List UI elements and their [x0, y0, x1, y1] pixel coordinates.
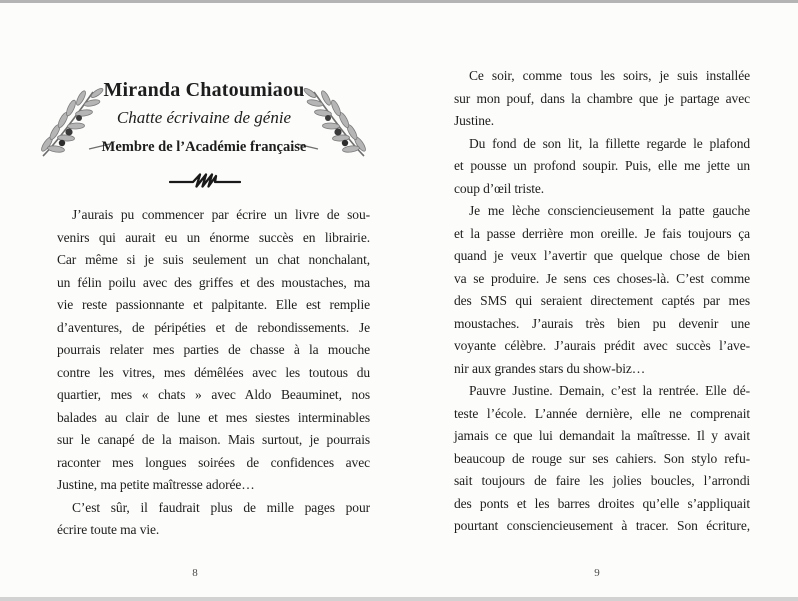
text-line: sur le canapé de la maison. Mais surtout, je pourrais — [57, 432, 370, 447]
text-line: voyante célèbre. J’aurais prédit avec succès l’ave- — [454, 338, 750, 353]
text-line: teste l’école. L’année dernière, elle ne comprenait — [454, 405, 750, 421]
text-line: quartier, mes « chats » avec Aldo Beauminet, nos — [57, 387, 370, 402]
text-line: Du fond de son lit, la fillette regarde le plafond — [469, 135, 750, 151]
scan-edge-top — [0, 0, 798, 3]
text-line: J’aurais pu commencer par écrire un livre de sou- — [72, 207, 370, 222]
text-line: sur mon pouf, dans la chambre que je partage avec — [454, 90, 750, 106]
text-line: un félin poilu avec des griffes et des moustaches, ma — [57, 274, 370, 290]
text-line: venirs qui aurait eu un énorme succès en librairie. — [57, 229, 370, 245]
text-line: des SMS qui seraient directement captés par mes — [454, 293, 750, 308]
text-line: beaucoup de rouge sur ses cahiers. Son stylo refu- — [454, 450, 750, 466]
author-title: Miranda Chatoumiaou — [103, 79, 305, 101]
text-line: Je me lèche consciencieusement la patte gauche — [469, 203, 750, 218]
scan-edge-bottom — [0, 597, 798, 601]
text-line: jamais ce que lui demandait la maîtresse. Il y avait — [454, 428, 750, 443]
text-line: Ce soir, comme tous les soirs, je suis installée — [469, 68, 750, 83]
text-line: d’aventures, de péripéties et de rebondissements. Je — [57, 319, 370, 335]
text-line: pourtant consciencieusement à tracer. Son écriture, — [454, 518, 750, 533]
text-line: Justine. — [454, 113, 495, 128]
text-line: nir aux grandes stars du show-biz… — [454, 360, 646, 376]
text-line: C’est sûr, il faudrait plus de mille pages pour — [72, 499, 370, 515]
squiggle-flourish-icon — [169, 171, 241, 191]
text-line: raconter mes longues soirées de confidences avec — [57, 454, 370, 470]
text-line: va se produire. Je sens ces choses-là. C’est comme — [454, 270, 750, 286]
chapter-header — [40, 79, 368, 156]
right-page-text — [454, 65, 750, 538]
text-line: Car même si je suis seulement un chat nonchalant, — [57, 252, 370, 267]
text-line: et la passe derrière mon oreille. Je fais toujours ça — [454, 225, 750, 241]
author-subtitle: Chatte écrivaine de génie — [116, 108, 292, 127]
text-line: écrire toute ma vie. — [57, 522, 160, 537]
text-line: Justine, ma petite maîtresse adorée… — [57, 477, 255, 492]
left-page-text — [57, 204, 370, 542]
text-line: balades au clair de lune et mes siestes interminables — [57, 409, 370, 425]
text-line: et pousse un profond soupir. Puis, elle me jette un — [454, 158, 750, 173]
text-line: sait toujours de faire les jolies boucles, l’arrondi — [454, 473, 750, 488]
page-number-left: 8 — [192, 567, 198, 579]
text-line: moustaches. J’aurais très bien pu devenir une — [454, 315, 750, 331]
text-line: vie reste passionnante et palpitante. Elle est remplie — [57, 297, 370, 312]
text-line: coup d’œil triste. — [454, 180, 545, 196]
text-line: pourrais relater mes parties de chasse à la mouche — [57, 342, 370, 357]
text-line: quand je veux l’avertir que quelque chose de bien — [454, 248, 750, 263]
author-affiliation: Membre de l’Académie française — [101, 139, 307, 155]
text-line: contre les vitres, mes démêlées avec les toutous du — [57, 364, 370, 380]
text-line: Pauvre Justine. Demain, c’est la rentrée. Elle dé- — [469, 383, 750, 398]
text-line: des ponts et les barres droites qu’elle s’appliquait — [454, 495, 750, 511]
page-number-right: 9 — [594, 567, 600, 579]
